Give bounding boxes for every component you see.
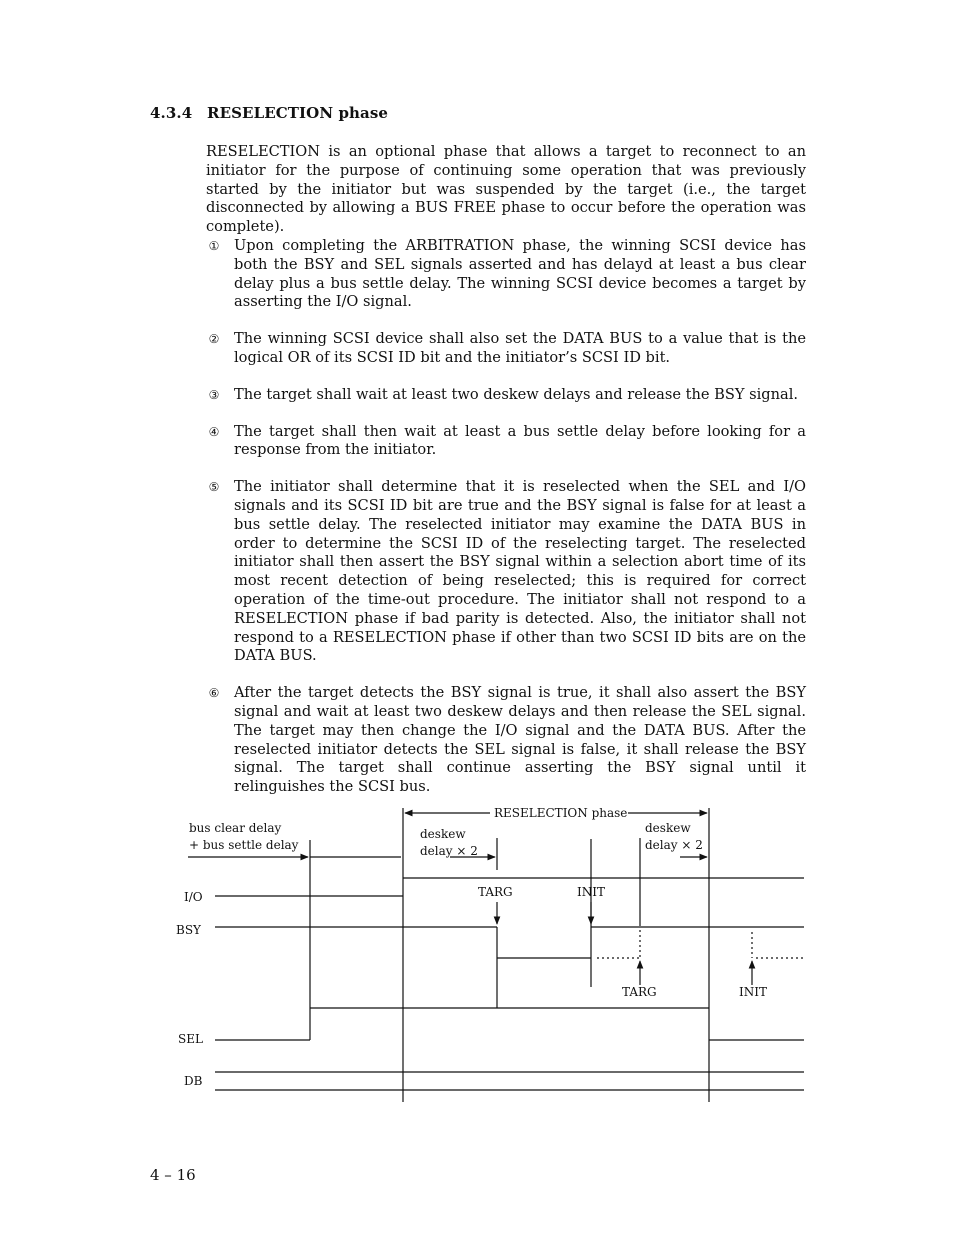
step-text: The winning SCSI device shall also set the DATA BUS to a value that is the logical OR of its SCSI ID bit and the initiator’s SCSI ID bit. bbox=[234, 330, 806, 366]
phase-label: RESELECTION phase bbox=[494, 806, 628, 820]
step-item bbox=[206, 237, 806, 312]
init-label-top: INIT bbox=[577, 885, 605, 899]
targ-label-top: TARG bbox=[478, 885, 513, 899]
timing-diagram-svg bbox=[0, 795, 954, 1115]
page-number: 4 – 16 bbox=[150, 1166, 196, 1184]
section-title: RESELECTION phase bbox=[207, 104, 389, 122]
step-item bbox=[206, 478, 806, 666]
signal-label-io: I/O bbox=[184, 890, 203, 904]
step-text: Upon completing the ARBITRATION phase, the winning SCSI device has both the BSY and SEL signals asserted and has delayd at least a bus clear delay plus a bus settle delay. The winning SCSI device becomes a target by asserting the I/O signal. bbox=[234, 237, 806, 311]
section-heading bbox=[150, 104, 388, 122]
deskew-left-label: deskew bbox=[420, 827, 466, 841]
step-item bbox=[206, 330, 806, 368]
signal-label-db: DB bbox=[184, 1074, 203, 1088]
step-item bbox=[206, 423, 806, 461]
step-list bbox=[206, 237, 806, 797]
bus-clear-label-line2: + bus settle delay bbox=[189, 838, 299, 852]
section-number: 4.3.4 bbox=[150, 104, 193, 122]
step-marker: ② bbox=[208, 332, 220, 347]
targ-label-bottom: TARG bbox=[622, 985, 657, 999]
bus-clear-label-line1: bus clear delay bbox=[189, 821, 282, 835]
step-item bbox=[206, 684, 806, 797]
init-label-bottom: INIT bbox=[739, 985, 767, 999]
deskew-right-delay-label: delay × 2 bbox=[645, 838, 703, 852]
step-text: The target shall wait at least two deskew delays and release the BSY signal. bbox=[234, 385, 799, 403]
step-text: The target shall then wait at least a bus settle delay before looking for a response from the initiator. bbox=[234, 422, 806, 459]
step-text: The initiator shall determine that it is reselected when the SEL and I/O signals and its SCSI ID bit are true and the BSY signal is false for at least a bus settle delay. The reselected initiator may examine the DATA BUS in order to determine the SCSI ID of the reselecting target. The reselected initiator shall then assert the BSY signal within a selection abort time of its most recent detection of being reselected; this is required for correct operation of the time-out procedure. The initiator shall not respond to a RESELECTION phase if bad parity is detected. Also, the initiator shall not respond to a RESELECTION phase if other than two SCSI ID bits are on the DATA BUS. bbox=[234, 478, 806, 665]
deskew-right-label: deskew bbox=[645, 821, 691, 835]
step-marker: ① bbox=[208, 239, 220, 253]
step-item bbox=[206, 386, 806, 405]
timing-diagram bbox=[0, 795, 954, 1115]
step-marker: ⑥ bbox=[208, 686, 220, 701]
signal-label-bsy: BSY bbox=[176, 923, 201, 937]
step-marker: ④ bbox=[208, 424, 220, 439]
step-marker: ③ bbox=[208, 387, 220, 402]
deskew-left-delay-label: delay × 2 bbox=[420, 844, 478, 858]
signal-label-sel: SEL bbox=[178, 1032, 203, 1046]
intro-paragraph: RESELECTION is an optional phase that allows a target to reconnect to an initiator for the purpose of continuing some operation that was previously started by the initiator but was suspended by the target (i.e., the target disconnected by allowing a BUS FREE phase to occur before the operation was complete). bbox=[206, 143, 806, 236]
step-marker: ⑤ bbox=[208, 480, 220, 495]
step-text: After the target detects the BSY signal is true, it shall also assert the BSY signal and wait at least two deskew delays and then release the SEL signal. The target may then change the I/O signal and the DATA BUS. After the reselected initiator detects the SEL signal is false, it shall release the BSY signal. The target shall continue asserting the BSY signal until it relinguishes the SCSI bus. bbox=[234, 684, 806, 796]
